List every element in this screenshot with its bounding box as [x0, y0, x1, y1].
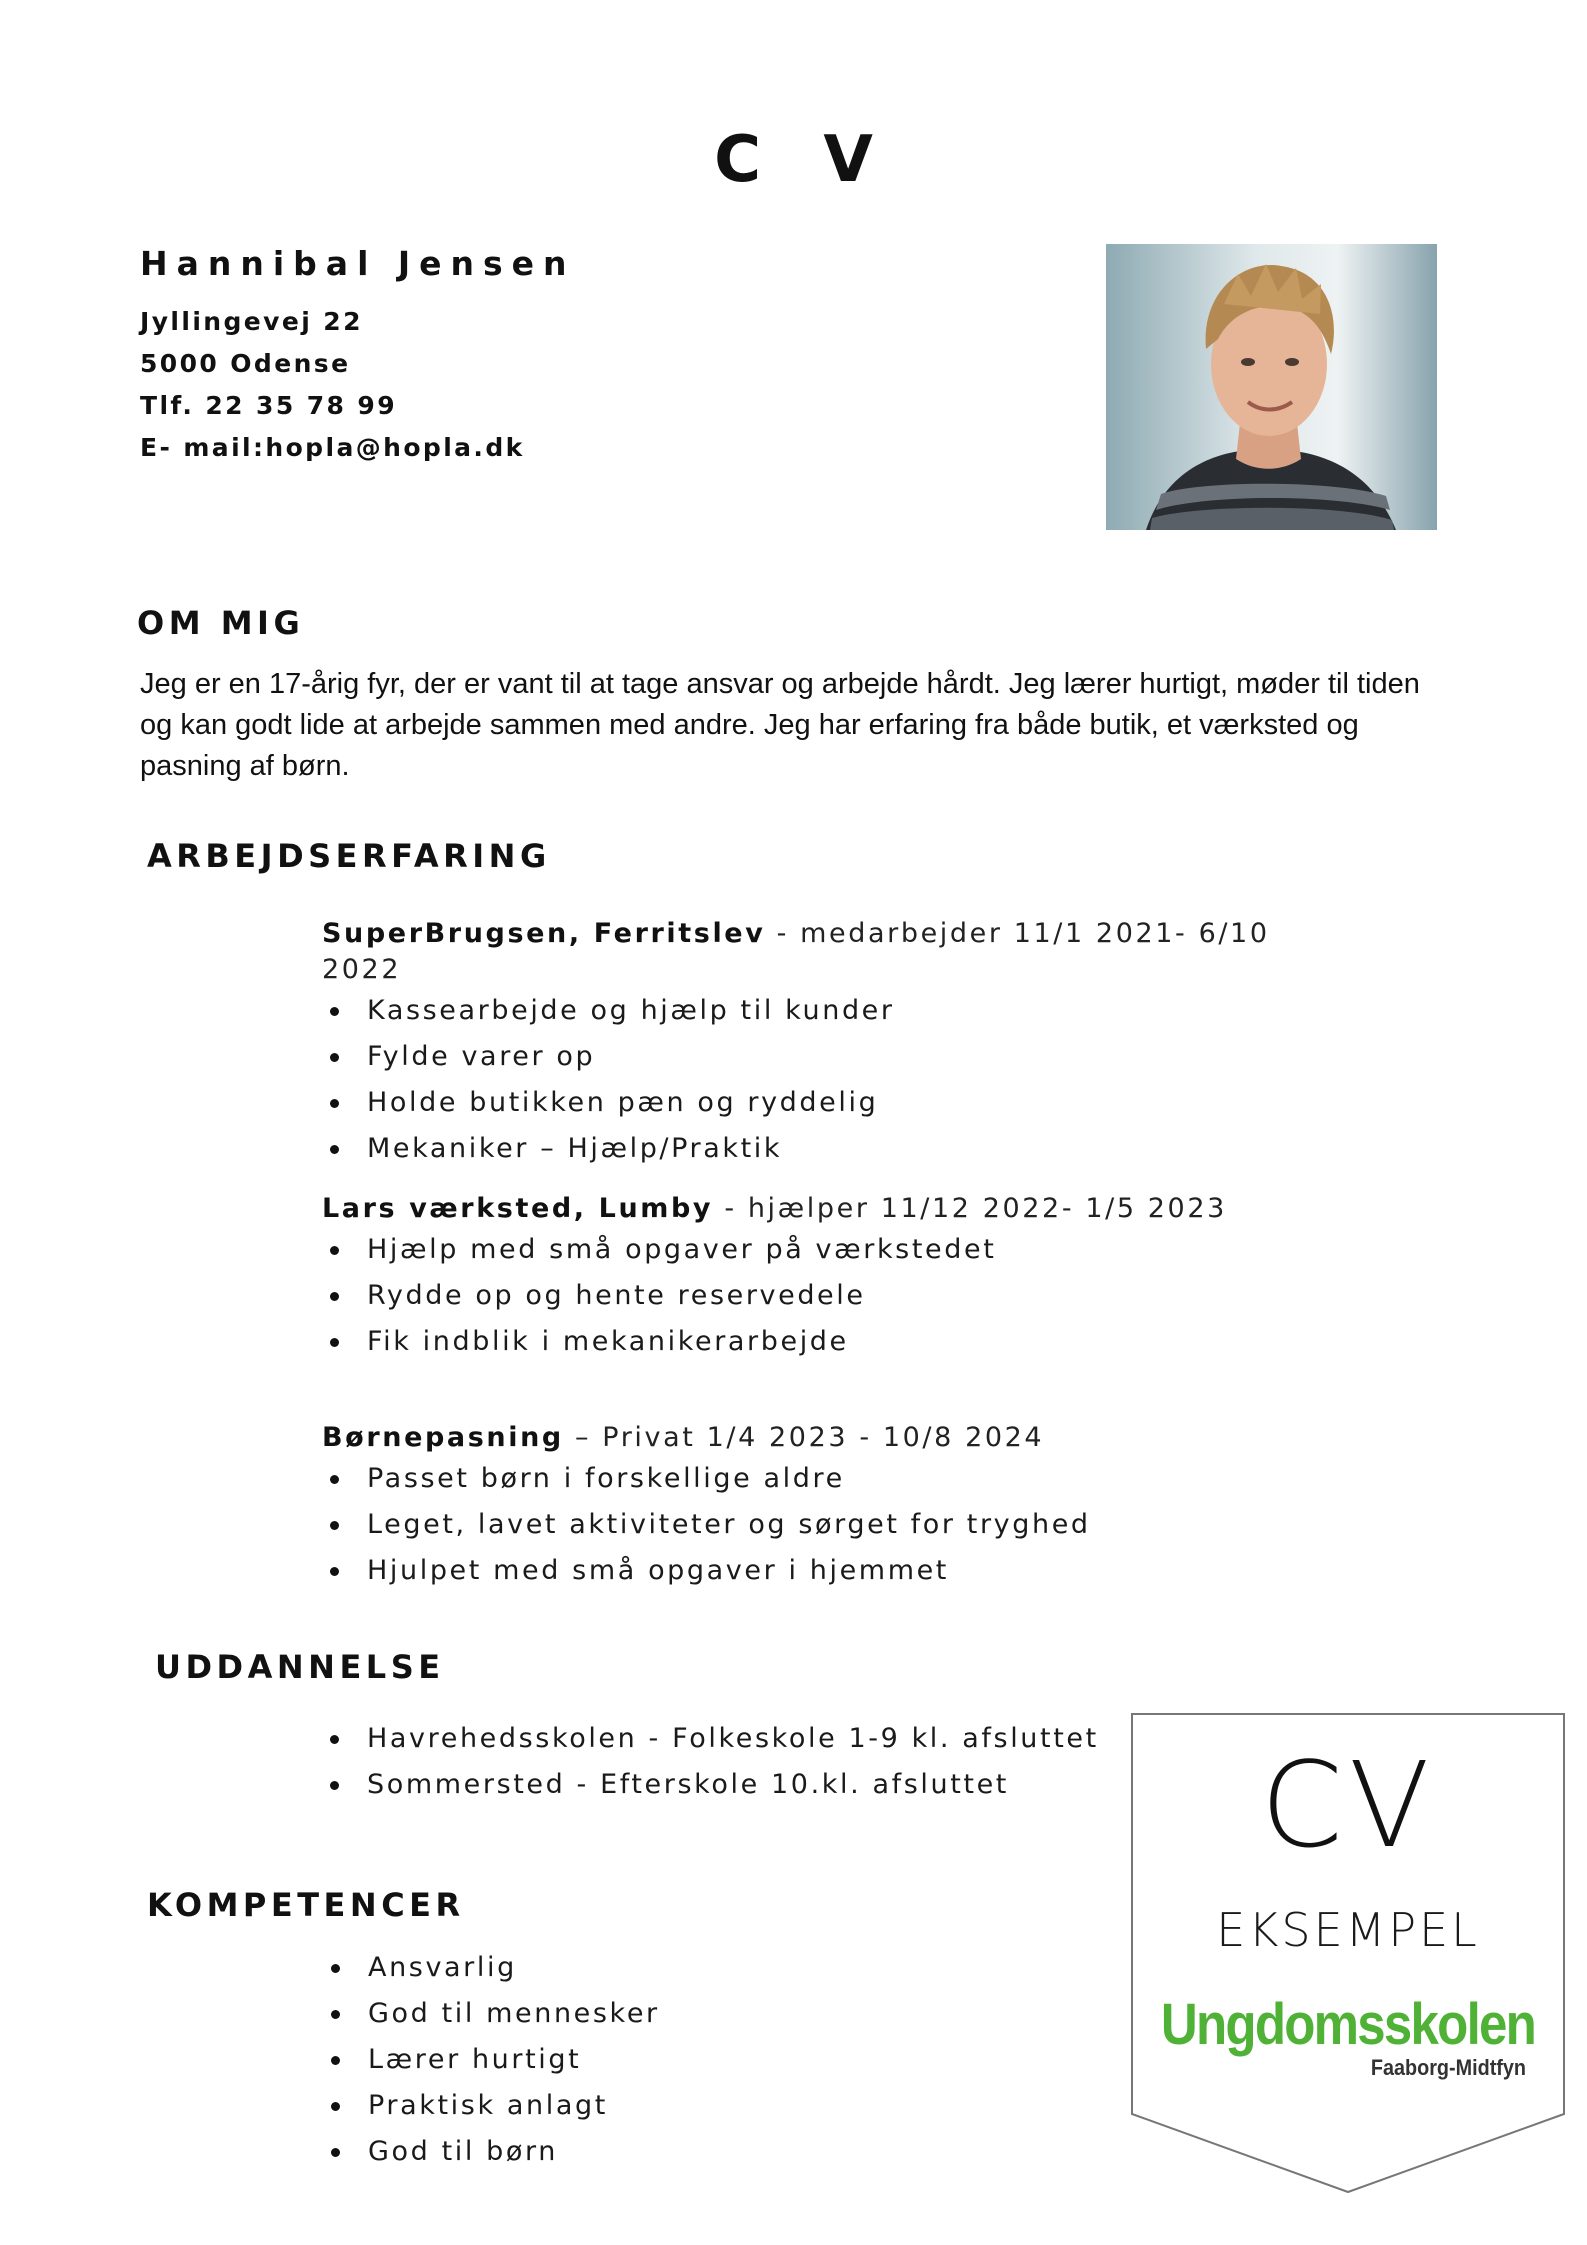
- list-item: Rydde op og hente reservedele: [322, 1273, 1322, 1319]
- list-item: Fylde varer op: [322, 1034, 1322, 1080]
- job-employer: SuperBrugsen, Ferritslev: [322, 918, 766, 949]
- document-title: C V: [714, 123, 893, 197]
- brand-region-text: Faaborg-Midtfyn: [1370, 2055, 1526, 2080]
- education-heading: UDDANNELSE: [155, 1648, 445, 1686]
- badge-eksempel-text: EKSEMPEL: [1216, 1903, 1480, 1957]
- job-tasks: [322, 1227, 1322, 1365]
- list-item: Hjulpet med små opgaver i hjemmet: [322, 1548, 1322, 1594]
- list-item: Fik indblik i mekanikerarbejde: [322, 1319, 1322, 1365]
- brand-logo-text: Ungdomsskolen: [1160, 1992, 1536, 2057]
- list-item: God til børn: [323, 2129, 923, 2175]
- city-line: 5000 Odense: [140, 349, 351, 378]
- profile-photo: [1106, 244, 1437, 530]
- person-name: Hannibal Jensen: [140, 244, 576, 283]
- list-item: Lærer hurtigt: [323, 2037, 923, 2083]
- list-item: Ansvarlig: [323, 1945, 923, 1991]
- list-item: Mekaniker – Hjælp/Praktik: [322, 1126, 1322, 1172]
- address-line: Jyllingevej 22: [140, 307, 363, 336]
- job-details: – Privat 1/4 2023 - 10/8 2024: [563, 1422, 1045, 1453]
- job-employer: Børnepasning: [322, 1422, 564, 1453]
- job-tasks: [322, 988, 1322, 1172]
- job-entry: [322, 916, 1322, 1172]
- list-item: God til mennesker: [323, 1991, 923, 2037]
- education-list: [322, 1716, 1122, 1808]
- portrait-illustration: [1106, 244, 1437, 530]
- skills-heading: KOMPETENCER: [147, 1886, 465, 1924]
- phone-line: Tlf. 22 35 78 99: [140, 391, 398, 420]
- list-item: Kassearbejde og hjælp til kunder: [322, 988, 1322, 1034]
- email-line: E- mail:hopla@hopla.dk: [140, 433, 525, 462]
- badge-cv-text: CV: [1260, 1736, 1436, 1874]
- experience-heading: ARBEJDSERFARING: [147, 837, 551, 875]
- list-item: Sommersted - Efterskole 10.kl. afsluttet: [322, 1762, 1122, 1808]
- job-details: - hjælper 11/12 2022- 1/5 2023: [713, 1193, 1227, 1224]
- list-item: Hjælp med små opgaver på værkstedet: [322, 1227, 1322, 1273]
- job-header: [322, 916, 1322, 988]
- job-details: - medarbejder 11/1 2021- 6/10 2022: [322, 918, 1270, 985]
- list-item: Holde butikken pæn og ryddelig: [322, 1080, 1322, 1126]
- job-employer: Lars værksted, Lumby: [322, 1193, 714, 1224]
- job-tasks: [322, 1456, 1322, 1594]
- job-header: [322, 1420, 1322, 1456]
- skills-list: [323, 1945, 923, 2175]
- contact-info: [140, 301, 525, 469]
- job-entry: [322, 1420, 1322, 1594]
- about-text: Jeg er en 17-årig fyr, der er vant til at tage ansvar og arbejde hårdt. Jeg lærer hurtigt, møder til tiden og kan godt lide at arbejde sammen med andre. Jeg har erfaring fra både butik, et værksted og pasning af børn.: [140, 668, 1420, 782]
- about-heading: OM MIG: [137, 604, 305, 642]
- list-item: Praktisk anlagt: [323, 2083, 923, 2129]
- job-entry: [322, 1191, 1322, 1365]
- list-item: Havrehedsskolen - Folkeskole 1-9 kl. afsluttet: [322, 1716, 1122, 1762]
- job-header: [322, 1191, 1322, 1227]
- list-item: Leget, lavet aktiviteter og sørget for tryghed: [322, 1502, 1322, 1548]
- list-item: Passet børn i forskellige aldre: [322, 1456, 1322, 1502]
